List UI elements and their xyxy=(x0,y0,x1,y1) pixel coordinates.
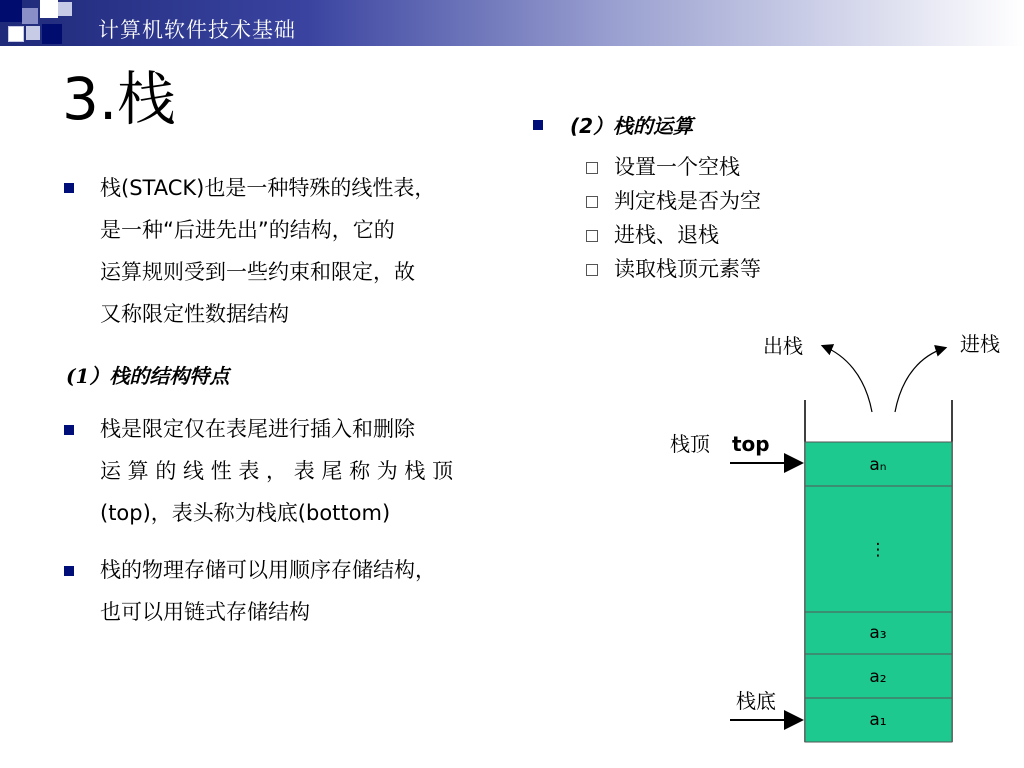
text-line: 运算规则受到一些约束和限定，故 xyxy=(100,260,415,284)
top-word: top xyxy=(732,432,770,456)
bullet-icon xyxy=(64,425,74,435)
hollow-bullet-icon xyxy=(586,162,598,174)
operations-heading: (2）栈的运算 xyxy=(570,114,694,138)
slide-title: 3.栈 xyxy=(62,65,176,133)
stack-cell-label: aₙ xyxy=(869,455,887,475)
operation-item: 设置一个空栈 xyxy=(614,155,740,179)
push-label: 进栈 xyxy=(960,332,1000,356)
hollow-bullet-icon xyxy=(586,196,598,208)
logo-square-5 xyxy=(8,26,24,42)
pop-arrow xyxy=(823,346,872,412)
text-line: 栈的物理存储可以用顺序存储结构， xyxy=(100,558,436,582)
header-bar xyxy=(0,0,1024,46)
stack-cell-label: a₃ xyxy=(869,623,887,643)
text-line: 也可以用链式存储结构 xyxy=(100,600,310,624)
stack-cell-label: a₂ xyxy=(869,667,887,687)
paragraph-stack-definition xyxy=(100,167,520,335)
text-line: 栈是限定仅在表尾进行插入和删除 xyxy=(100,417,415,441)
text-line: 栈(STACK)也是一种特殊的线性表， xyxy=(100,176,436,200)
stack-cell-label: a₁ xyxy=(869,710,887,730)
logo-square-4 xyxy=(58,2,72,16)
logo-square-6 xyxy=(26,26,40,40)
logo-square-1 xyxy=(0,0,22,22)
top-label: 栈顶 xyxy=(670,432,710,456)
text-line: 又称限定性数据结构 xyxy=(100,302,289,326)
sub-heading-structure: (1）栈的结构特点 xyxy=(66,364,230,388)
operation-item: 判定栈是否为空 xyxy=(614,189,761,213)
bullet-icon xyxy=(533,120,543,130)
logo-square-2 xyxy=(22,8,38,24)
header-title: 计算机软件技术基础 xyxy=(98,18,296,42)
bullet-icon xyxy=(64,566,74,576)
hollow-bullet-icon xyxy=(586,230,598,242)
hollow-bullet-icon xyxy=(586,264,598,276)
paragraph-stack-storage xyxy=(100,549,520,633)
operation-item: 读取栈顶元素等 xyxy=(614,257,761,281)
text-line: (top)，表头称为栈底(bottom) xyxy=(100,501,391,525)
logo-square-7 xyxy=(42,24,62,44)
bullet-icon xyxy=(64,183,74,193)
operation-item: 进栈、退栈 xyxy=(614,223,719,247)
pop-label: 出栈 xyxy=(763,334,803,358)
stack-diagram xyxy=(640,320,1024,760)
text-line: 运 算 的 线 性 表 ， 表 尾 称 为 栈 顶 xyxy=(100,459,454,483)
logo-square-3 xyxy=(40,0,58,18)
push-arrow xyxy=(895,348,945,412)
paragraph-stack-structure xyxy=(100,408,520,534)
stack-cell-label: ⋮ xyxy=(869,540,887,560)
bottom-label: 栈底 xyxy=(736,689,776,713)
text-line: 是一种“后进先出”的结构，它的 xyxy=(100,218,395,242)
